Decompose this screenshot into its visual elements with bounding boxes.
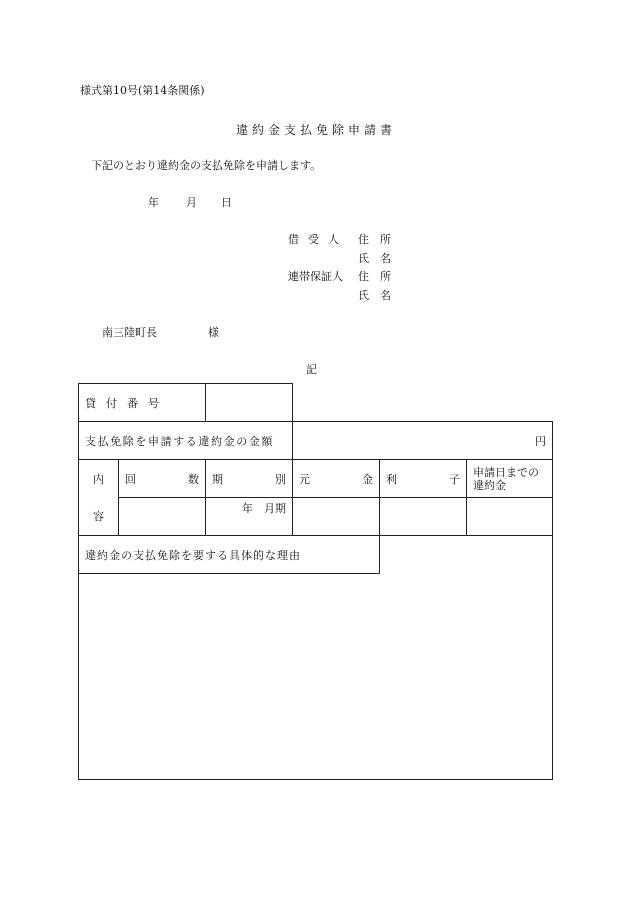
application-table: [78, 383, 553, 780]
penalty-until-value[interactable]: [467, 498, 553, 536]
amount-field[interactable]: [293, 422, 553, 460]
addressee-honorific: 様: [208, 326, 219, 339]
amount-label: 支払免除を申請する違約金の金額: [79, 422, 293, 460]
date-year: 年: [148, 196, 159, 209]
interest-header: 利 子: [380, 460, 467, 498]
ki-marker: 記: [306, 363, 317, 376]
yen-unit: 円: [535, 434, 547, 448]
principal-header: 元 金: [293, 460, 380, 498]
reason-field[interactable]: [79, 574, 553, 780]
form-number: 様式第10号(第14条関係): [80, 84, 205, 97]
content-label-top: 内: [79, 460, 119, 498]
date-month: 月: [186, 196, 197, 209]
content-label-bottom: 容: [79, 498, 119, 536]
count-value[interactable]: [119, 498, 206, 536]
loan-number-field[interactable]: [206, 384, 293, 422]
borrower-label: 借受人: [288, 233, 348, 246]
period-value[interactable]: 年 月期: [206, 498, 293, 536]
guarantor-address-label: 住 所: [358, 270, 391, 283]
loan-number-blank: [293, 384, 553, 422]
intro-text: 下記のとおり違約金の支払免除を申請します。: [91, 159, 322, 172]
date-day: 日: [221, 196, 232, 209]
penalty-until-header: 申請日までの違約金: [467, 460, 553, 498]
interest-value[interactable]: [380, 498, 467, 536]
count-header: 回 数: [119, 460, 206, 498]
period-header: 期 別: [206, 460, 293, 498]
reason-label-spacer: [380, 536, 553, 574]
principal-value[interactable]: [293, 498, 380, 536]
guarantor-label: 連帯保証人: [288, 270, 343, 283]
addressee-office: 南三陸町長: [102, 326, 157, 339]
loan-number-label: 貸付番号: [79, 384, 206, 422]
page-title: 違約金支払免除申請書: [236, 123, 397, 137]
reason-label: 違約金の支払免除を要する具体的な理由: [79, 536, 380, 574]
borrower-address-label: 住 所: [358, 233, 391, 246]
guarantor-name-label: 氏 名: [358, 289, 391, 302]
borrower-name-label: 氏 名: [358, 252, 391, 265]
